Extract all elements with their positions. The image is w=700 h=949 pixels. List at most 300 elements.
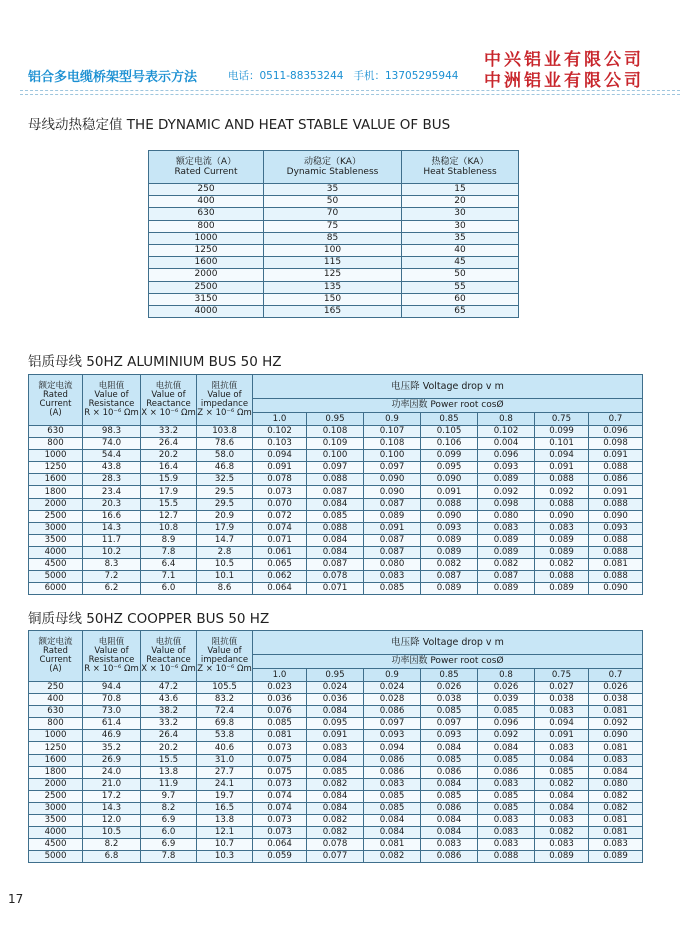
table-cell: 0.026 bbox=[421, 682, 478, 694]
table-cell: 0.087 bbox=[364, 498, 421, 510]
table-cell: 0.065 bbox=[253, 559, 307, 571]
table-cell: 0.089 bbox=[421, 534, 478, 546]
table-cell: 0.084 bbox=[421, 778, 478, 790]
table-cell: 0.083 bbox=[364, 571, 421, 583]
header-divider bbox=[20, 90, 680, 91]
table-cell: 0.082 bbox=[421, 559, 478, 571]
table-cell: 0.091 bbox=[421, 486, 478, 498]
header-voltage-drop: 电压降 Voltage drop v m bbox=[253, 631, 643, 655]
table-cell: 0.088 bbox=[535, 474, 589, 486]
table-cell: 16.5 bbox=[197, 802, 253, 814]
table-cell: 2500 bbox=[29, 510, 83, 522]
table-cell: 1800 bbox=[29, 766, 83, 778]
aluminium-bus-table bbox=[28, 374, 643, 595]
table-cell: 0.089 bbox=[535, 546, 589, 558]
table-cell: 21.0 bbox=[83, 778, 141, 790]
table-cell: 0.078 bbox=[253, 474, 307, 486]
table-cell: 1000 bbox=[29, 450, 83, 462]
table-cell: 3500 bbox=[29, 815, 83, 827]
table-cell: 630 bbox=[29, 426, 83, 438]
table-cell: 43.6 bbox=[141, 694, 197, 706]
table-cell: 0.087 bbox=[307, 486, 364, 498]
table-row bbox=[29, 522, 643, 534]
table-cell: 0.082 bbox=[364, 851, 421, 863]
table-cell: 5000 bbox=[29, 571, 83, 583]
table-cell: 0.094 bbox=[253, 450, 307, 462]
header-line: Value of bbox=[94, 390, 129, 400]
table-cell: 0.084 bbox=[535, 790, 589, 802]
header-title: 铝合多电缆桥架型号表示方法 bbox=[28, 70, 198, 85]
header-line: Reactance bbox=[146, 399, 191, 409]
table-cell: 19.7 bbox=[197, 790, 253, 802]
table-cell: 0.081 bbox=[589, 559, 643, 571]
page-number: 17 bbox=[8, 892, 24, 906]
table-row bbox=[29, 706, 643, 718]
header-line: (A) bbox=[49, 408, 62, 418]
table-cell: 0.107 bbox=[364, 426, 421, 438]
table-cell: 0.088 bbox=[478, 851, 535, 863]
table-cell: 3500 bbox=[29, 534, 83, 546]
table-cell: 98.3 bbox=[83, 426, 141, 438]
table-cell: 0.090 bbox=[589, 510, 643, 522]
table-cell: 0.089 bbox=[535, 534, 589, 546]
table-cell: 14.3 bbox=[83, 802, 141, 814]
table-cell: 40.6 bbox=[197, 742, 253, 754]
table-cell: 0.071 bbox=[307, 583, 364, 595]
table-cell: 3000 bbox=[29, 522, 83, 534]
table-cell: 0.087 bbox=[364, 534, 421, 546]
table-cell: 2.8 bbox=[197, 546, 253, 558]
table-cell: 33.2 bbox=[141, 718, 197, 730]
header-line: Resistance bbox=[88, 399, 135, 409]
table-cell: 0.084 bbox=[364, 815, 421, 827]
table-cell: 10.8 bbox=[141, 522, 197, 534]
table-cell: 0.093 bbox=[421, 522, 478, 534]
table-cell: 103.8 bbox=[197, 426, 253, 438]
header-pf-value: 0.8 bbox=[478, 413, 535, 426]
table-cell: 0.103 bbox=[253, 438, 307, 450]
table-cell: 0.085 bbox=[535, 766, 589, 778]
header-line: X × 10⁻⁶ Ωm bbox=[141, 408, 196, 418]
table-cell: 10.1 bbox=[197, 571, 253, 583]
table-cell: 0.083 bbox=[589, 839, 643, 851]
table-cell: 0.039 bbox=[478, 694, 535, 706]
table-cell: 0.071 bbox=[253, 534, 307, 546]
table-cell: 14.7 bbox=[197, 534, 253, 546]
table-cell: 23.4 bbox=[83, 486, 141, 498]
header-pf-value: 0.95 bbox=[307, 413, 364, 426]
header-line: Z × 10⁻⁶ Ωm bbox=[197, 408, 252, 418]
table-cell: 0.073 bbox=[253, 815, 307, 827]
table-body bbox=[29, 426, 643, 595]
table-cell: 0.086 bbox=[589, 474, 643, 486]
header-pf-value: 0.95 bbox=[307, 669, 364, 682]
table-cell: 20.2 bbox=[141, 742, 197, 754]
header-rated-current bbox=[29, 631, 83, 682]
table-cell: 0.093 bbox=[589, 522, 643, 534]
table-cell: 0.089 bbox=[478, 534, 535, 546]
table-row bbox=[29, 778, 643, 790]
table-cell: 0.097 bbox=[364, 718, 421, 730]
table-cell: 7.2 bbox=[83, 571, 141, 583]
table-cell: 0.086 bbox=[421, 766, 478, 778]
table-cell: 0.091 bbox=[535, 730, 589, 742]
table-cell: 0.084 bbox=[307, 546, 364, 558]
table-cell: 0.090 bbox=[421, 474, 478, 486]
table-row bbox=[149, 232, 519, 244]
phone-label: 电话： bbox=[228, 70, 260, 82]
table-cell: 0.109 bbox=[307, 438, 364, 450]
table-cell: 0.086 bbox=[364, 766, 421, 778]
table-cell: 0.072 bbox=[253, 510, 307, 522]
table-cell: 0.086 bbox=[364, 754, 421, 766]
header-line: R × 10⁻⁶ Ωm bbox=[84, 408, 139, 418]
table-cell: 0.088 bbox=[589, 498, 643, 510]
table-cell: 0.088 bbox=[589, 534, 643, 546]
section-title-dynamic-heat: 母线动热稳定值 THE DYNAMIC AND HEAT STABLE VALUE OF BUS bbox=[28, 117, 451, 133]
table-cell: 630 bbox=[29, 706, 83, 718]
table-cell: 60 bbox=[402, 293, 519, 305]
table-cell: 0.083 bbox=[478, 522, 535, 534]
header-contact bbox=[228, 68, 458, 83]
table-cell: 0.090 bbox=[421, 510, 478, 522]
table-cell: 20 bbox=[402, 196, 519, 208]
header-line: X × 10⁻⁶ Ωm bbox=[141, 664, 196, 674]
table-cell: 6.0 bbox=[141, 827, 197, 839]
table-cell: 0.081 bbox=[589, 706, 643, 718]
table-cell: 17.2 bbox=[83, 790, 141, 802]
table-cell: 0.075 bbox=[253, 754, 307, 766]
table-cell: 0.082 bbox=[478, 559, 535, 571]
table-cell: 50 bbox=[264, 196, 402, 208]
table-cell: 0.096 bbox=[589, 426, 643, 438]
table-cell: 2000 bbox=[29, 498, 83, 510]
table-cell: 17.9 bbox=[141, 486, 197, 498]
table-cell: 0.090 bbox=[589, 730, 643, 742]
header-line: 阻抗值 bbox=[211, 637, 238, 647]
table-cell: 0.085 bbox=[364, 790, 421, 802]
header-pf-value: 0.75 bbox=[535, 669, 589, 682]
table-cell: 0.086 bbox=[364, 706, 421, 718]
table-cell: 0.084 bbox=[364, 827, 421, 839]
table-cell: 0.088 bbox=[589, 571, 643, 583]
table-cell: 8.6 bbox=[197, 583, 253, 595]
table-cell: 55 bbox=[402, 281, 519, 293]
table-cell: 0.096 bbox=[478, 450, 535, 462]
table-cell: 0.084 bbox=[589, 766, 643, 778]
header-line: Z × 10⁻⁶ Ωm bbox=[197, 664, 252, 674]
header-resistance bbox=[83, 631, 141, 682]
table-cell: 29.5 bbox=[197, 498, 253, 510]
table-cell: 800 bbox=[149, 220, 264, 232]
table-cell: 26.4 bbox=[141, 438, 197, 450]
company-name-1: 中兴铝业有限公司 bbox=[484, 50, 644, 70]
table-cell: 1000 bbox=[29, 730, 83, 742]
table-cell: 0.084 bbox=[307, 754, 364, 766]
table-row bbox=[149, 281, 519, 293]
table-cell: 0.085 bbox=[421, 754, 478, 766]
table-cell: 8.9 bbox=[141, 534, 197, 546]
table-cell: 10.2 bbox=[83, 546, 141, 558]
table-cell: 0.093 bbox=[478, 462, 535, 474]
table-cell: 0.036 bbox=[253, 694, 307, 706]
table-cell: 0.105 bbox=[421, 426, 478, 438]
table-cell: 7.8 bbox=[141, 546, 197, 558]
table-cell: 46.8 bbox=[197, 462, 253, 474]
table-cell: 0.081 bbox=[589, 815, 643, 827]
table-cell: 0.080 bbox=[478, 510, 535, 522]
table-cell: 7.8 bbox=[141, 851, 197, 863]
table-cell: 0.083 bbox=[535, 522, 589, 534]
table-cell: 8.2 bbox=[83, 839, 141, 851]
table-cell: 0.073 bbox=[253, 486, 307, 498]
header-pf-value: 0.85 bbox=[421, 413, 478, 426]
table-cell: 65 bbox=[402, 305, 519, 317]
mobile-number: 13705295944 bbox=[384, 70, 459, 82]
table-cell: 0.097 bbox=[364, 462, 421, 474]
table-cell: 45 bbox=[402, 257, 519, 269]
header-en: Heat Stableness bbox=[423, 167, 497, 177]
header-impedance bbox=[197, 375, 253, 426]
table-cell: 85 bbox=[264, 232, 402, 244]
table-row bbox=[29, 438, 643, 450]
table-cell: 0.091 bbox=[364, 522, 421, 534]
table-cell: 0.082 bbox=[307, 827, 364, 839]
table-cell: 0.082 bbox=[535, 827, 589, 839]
table-cell: 0.084 bbox=[421, 815, 478, 827]
table-cell: 0.028 bbox=[364, 694, 421, 706]
header-line: 额定电流 bbox=[38, 637, 73, 647]
table-cell: 0.038 bbox=[589, 694, 643, 706]
header-line: Value of bbox=[151, 646, 186, 656]
table-cell: 6.9 bbox=[141, 839, 197, 851]
table-cell: 0.091 bbox=[253, 462, 307, 474]
table-cell: 150 bbox=[264, 293, 402, 305]
table-cell: 10.7 bbox=[197, 839, 253, 851]
table-cell: 0.083 bbox=[478, 827, 535, 839]
table-cell: 0.090 bbox=[589, 583, 643, 595]
table-cell: 0.081 bbox=[364, 839, 421, 851]
table-cell: 2000 bbox=[149, 269, 264, 281]
table-row bbox=[149, 305, 519, 317]
table-cell: 0.108 bbox=[364, 438, 421, 450]
table-cell: 0.087 bbox=[307, 559, 364, 571]
table-cell: 0.091 bbox=[535, 462, 589, 474]
table-cell: 0.089 bbox=[421, 583, 478, 595]
table-cell: 43.8 bbox=[83, 462, 141, 474]
table-row bbox=[149, 184, 519, 196]
table-cell: 0.074 bbox=[253, 802, 307, 814]
header-pf-value: 0.85 bbox=[421, 669, 478, 682]
table-cell: 0.088 bbox=[589, 462, 643, 474]
table-cell: 10.3 bbox=[197, 851, 253, 863]
table-cell: 0.087 bbox=[364, 546, 421, 558]
table-cell: 0.102 bbox=[478, 426, 535, 438]
table-cell: 1250 bbox=[29, 742, 83, 754]
table-cell: 0.074 bbox=[253, 522, 307, 534]
table-cell: 78.6 bbox=[197, 438, 253, 450]
table-cell: 0.084 bbox=[307, 706, 364, 718]
header-power-factor: 功率因数 Power root cosØ bbox=[253, 399, 643, 413]
table-cell: 0.085 bbox=[253, 718, 307, 730]
header-line: 额定电流 bbox=[38, 381, 73, 391]
table-cell: 0.097 bbox=[421, 718, 478, 730]
table-row bbox=[149, 244, 519, 256]
header-pf-value: 0.75 bbox=[535, 413, 589, 426]
table-cell: 12.7 bbox=[141, 510, 197, 522]
table-cell: 0.088 bbox=[421, 498, 478, 510]
table-cell: 0.073 bbox=[253, 742, 307, 754]
table-cell: 0.084 bbox=[535, 754, 589, 766]
header-rated-current bbox=[29, 375, 83, 426]
table-cell: 0.084 bbox=[421, 827, 478, 839]
table-cell: 165 bbox=[264, 305, 402, 317]
table-cell: 0.100 bbox=[307, 450, 364, 462]
header-line: impedance bbox=[200, 655, 249, 665]
table-cell: 1600 bbox=[29, 754, 83, 766]
table-cell: 0.084 bbox=[307, 498, 364, 510]
header-line: 电阻值 bbox=[98, 381, 125, 391]
table-cell: 0.027 bbox=[535, 682, 589, 694]
table-cell: 105.5 bbox=[197, 682, 253, 694]
table-cell: 0.082 bbox=[535, 778, 589, 790]
table-cell: 0.087 bbox=[421, 571, 478, 583]
header-line: Value of bbox=[207, 646, 242, 656]
company-name-2: 中洲铝业有限公司 bbox=[484, 71, 644, 91]
table-cell: 0.095 bbox=[307, 718, 364, 730]
header-pf-value: 0.8 bbox=[478, 669, 535, 682]
table-cell: 1000 bbox=[149, 232, 264, 244]
table-cell: 0.073 bbox=[253, 827, 307, 839]
table-cell: 0.085 bbox=[307, 766, 364, 778]
table-cell: 3000 bbox=[29, 802, 83, 814]
table-cell: 250 bbox=[29, 682, 83, 694]
table-cell: 0.085 bbox=[364, 802, 421, 814]
table-cell: 0.073 bbox=[253, 778, 307, 790]
table-cell: 1600 bbox=[29, 474, 83, 486]
table-row bbox=[149, 293, 519, 305]
table-header-row bbox=[29, 631, 643, 655]
header-line: Rated bbox=[43, 646, 68, 656]
table-cell: 800 bbox=[29, 438, 83, 450]
table-cell: 0.074 bbox=[253, 790, 307, 802]
table-cell: 47.2 bbox=[141, 682, 197, 694]
header-line: Current bbox=[39, 655, 72, 665]
table-row bbox=[29, 718, 643, 730]
table-cell: 0.090 bbox=[535, 510, 589, 522]
header-pf-value: 1.0 bbox=[253, 413, 307, 426]
table-cell: 0.078 bbox=[307, 571, 364, 583]
header-reactance bbox=[141, 631, 197, 682]
table-cell: 0.091 bbox=[589, 450, 643, 462]
table-cell: 75 bbox=[264, 220, 402, 232]
table-cell: 0.099 bbox=[535, 426, 589, 438]
header-resistance bbox=[83, 375, 141, 426]
table-cell: 0.081 bbox=[589, 827, 643, 839]
table-cell: 0.085 bbox=[421, 790, 478, 802]
header-impedance bbox=[197, 631, 253, 682]
section-title-copper: 铜质母线 50HZ COOPPER BUS 50 HZ bbox=[28, 611, 270, 627]
table-cell: 0.093 bbox=[364, 730, 421, 742]
table-cell: 28.3 bbox=[83, 474, 141, 486]
table-cell: 24.0 bbox=[83, 766, 141, 778]
table-cell: 0.100 bbox=[364, 450, 421, 462]
table-cell: 16.4 bbox=[141, 462, 197, 474]
header-line: R × 10⁻⁶ Ωm bbox=[84, 664, 139, 674]
table-cell: 0.080 bbox=[589, 778, 643, 790]
table-cell: 0.086 bbox=[478, 766, 535, 778]
header-rated-current bbox=[149, 151, 264, 184]
table-cell: 94.4 bbox=[83, 682, 141, 694]
table-cell: 0.024 bbox=[364, 682, 421, 694]
table-row bbox=[29, 694, 643, 706]
table-cell: 0.085 bbox=[478, 754, 535, 766]
header-line: impedance bbox=[200, 399, 249, 409]
table-cell: 0.108 bbox=[307, 426, 364, 438]
table-cell: 6.0 bbox=[141, 583, 197, 595]
table-row bbox=[29, 682, 643, 694]
table-cell: 0.101 bbox=[535, 438, 589, 450]
table-cell: 0.091 bbox=[589, 486, 643, 498]
table-row bbox=[29, 571, 643, 583]
table-cell: 0.089 bbox=[535, 851, 589, 863]
table-cell: 15 bbox=[402, 184, 519, 196]
table-cell: 0.088 bbox=[535, 571, 589, 583]
table-cell: 2000 bbox=[29, 778, 83, 790]
table-cell: 27.7 bbox=[197, 766, 253, 778]
table-cell: 0.092 bbox=[478, 730, 535, 742]
table-cell: 40 bbox=[402, 244, 519, 256]
header-heat-stableness bbox=[402, 151, 519, 184]
table-cell: 0.092 bbox=[589, 718, 643, 730]
table-cell: 0.084 bbox=[535, 802, 589, 814]
table-row bbox=[29, 742, 643, 754]
table-row bbox=[29, 510, 643, 522]
table-cell: 0.080 bbox=[364, 559, 421, 571]
table-row bbox=[29, 815, 643, 827]
header-line: Resistance bbox=[88, 655, 135, 665]
table-cell: 20.3 bbox=[83, 498, 141, 510]
table-cell: 400 bbox=[149, 196, 264, 208]
table-cell: 31.0 bbox=[197, 754, 253, 766]
table-row bbox=[29, 498, 643, 510]
table-cell: 20.9 bbox=[197, 510, 253, 522]
table-cell: 0.070 bbox=[253, 498, 307, 510]
table-cell: 12.0 bbox=[83, 815, 141, 827]
table-cell: 6.4 bbox=[141, 559, 197, 571]
table-row bbox=[29, 839, 643, 851]
table-cell: 61.4 bbox=[83, 718, 141, 730]
table-header-row bbox=[29, 375, 643, 399]
page-header bbox=[0, 0, 700, 100]
table-row bbox=[149, 208, 519, 220]
table-cell: 0.085 bbox=[478, 802, 535, 814]
table-cell: 0.090 bbox=[364, 474, 421, 486]
table-cell: 11.9 bbox=[141, 778, 197, 790]
table-cell: 0.026 bbox=[589, 682, 643, 694]
header-en: Rated Current bbox=[174, 167, 238, 177]
table-cell: 4000 bbox=[149, 305, 264, 317]
table-cell: 0.026 bbox=[478, 682, 535, 694]
table-cell: 0.083 bbox=[478, 839, 535, 851]
table-cell: 15.9 bbox=[141, 474, 197, 486]
table-cell: 74.0 bbox=[83, 438, 141, 450]
table-cell: 1250 bbox=[149, 244, 264, 256]
table-cell: 46.9 bbox=[83, 730, 141, 742]
table-row bbox=[149, 220, 519, 232]
table-cell: 0.097 bbox=[307, 462, 364, 474]
table-cell: 20.2 bbox=[141, 450, 197, 462]
